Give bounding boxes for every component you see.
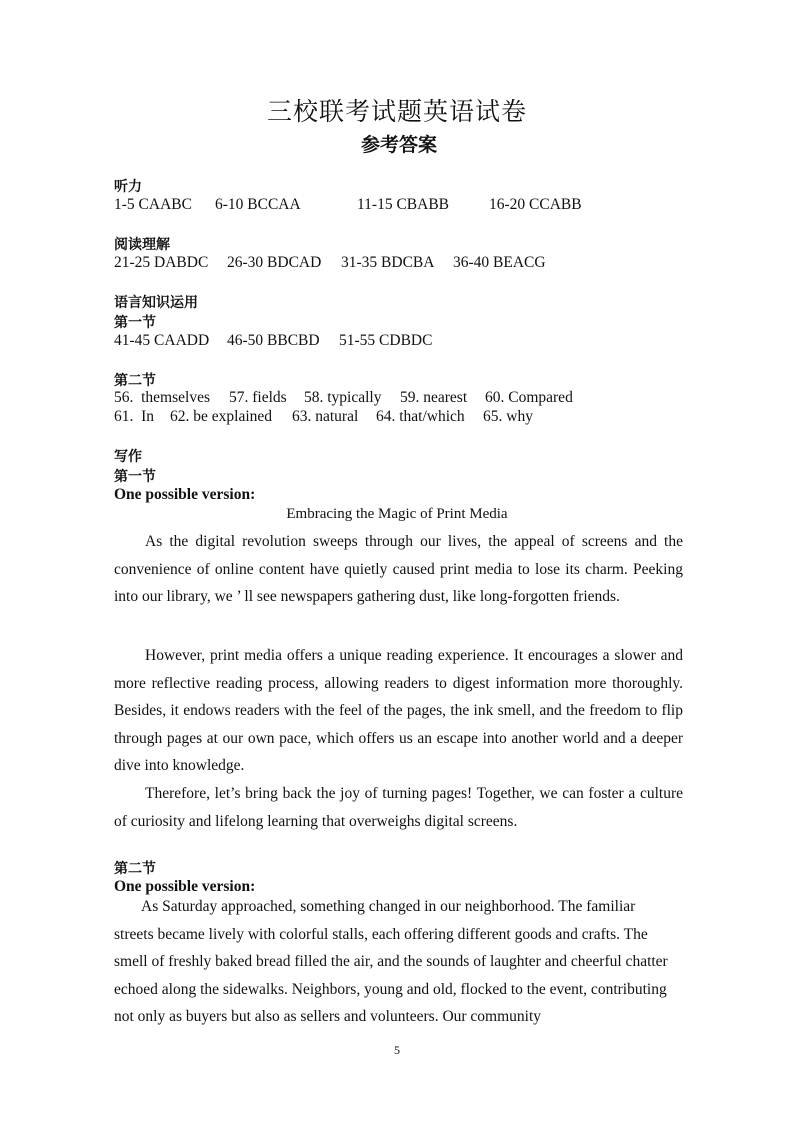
answer-group: 11-15 CBABB <box>357 196 450 213</box>
answer-item: 65. why <box>483 408 533 425</box>
answer-item: 57. fields <box>229 389 287 406</box>
answer-group: 1-5 CAABC <box>114 196 192 213</box>
writing-section2-heading: 第二节 <box>114 861 156 877</box>
writing-section1-heading: 第一节 <box>114 469 156 485</box>
page-subtitle <box>0 130 794 157</box>
answer-item: 62. be explained <box>170 408 273 425</box>
answer-item: 56. themselves <box>114 389 210 406</box>
essay-paragraph: As the digital revolution sweeps through our lives, the appeal of screens and the convenience of online content have quietly caused print media to lose its charm. Peeking into our library, we ’ ll see newspapers gathering dust, like long-forgotten friends. <box>114 533 683 606</box>
answer-item: 64. that/which <box>376 408 465 425</box>
answer-group: 51-55 CDBDC <box>339 332 433 349</box>
essay-title: Embracing the Magic of Print Media <box>286 506 508 522</box>
answer-item: 59. nearest <box>400 389 468 406</box>
essay-paragraph: Therefore, let’s bring back the joy of turning pages! Together, we can foster a culture of curiosity and lifelong learning that overweighs digital screens. <box>114 785 683 830</box>
answer-group: 36-40 BEACG <box>453 254 546 271</box>
answer-group: 16-20 CCABB <box>489 196 582 213</box>
language-section2-heading: 第二节 <box>114 373 156 389</box>
answer-item: 61. In <box>114 408 155 425</box>
continuation-paragraph: As Saturday approached, something changed in our neighborhood. The familiar streets became lively with colorful stalls, each offering different goods and crafts. The smell of freshly baked bread filled the air, and the sounds of laughter and cheerful chatter echoed along the sidewalks. Neighbors, young and old, flocked to the event, contributing not only as buyers but also as sellers and volunteers. Our community <box>114 898 668 1025</box>
language-heading: 语言知识运用 <box>114 295 198 311</box>
version-label: One possible version: <box>114 878 256 895</box>
answer-group: 41-45 CAADD <box>114 332 210 349</box>
answer-item: 60. Compared <box>485 389 573 406</box>
answer-group: 31-35 BDCBA <box>341 254 435 271</box>
essay-paragraph: However, print media offers a unique reading experience. It encourages a slower and more reflective reading process, allowing readers to digest information more thoroughly. Besides, it endows readers with the feel of the pages, the ink smell, and the freedom to flip through pages at our own pace, which offers us an escape into another world and a deeper dive into knowledge. <box>114 647 683 775</box>
listening-heading: 听力 <box>114 179 142 195</box>
page-title: 三校联考试题英语试卷 <box>266 97 527 126</box>
page-number: 5 <box>394 1043 400 1057</box>
writing-heading: 写作 <box>114 449 142 465</box>
version-label: One possible version: <box>114 486 256 503</box>
subtitle-text: 参考答案 <box>360 134 437 156</box>
answer-group: 21-25 DABDC <box>114 254 209 271</box>
reading-heading: 阅读理解 <box>114 237 170 253</box>
answer-group: 26-30 BDCAD <box>227 254 322 271</box>
language-section1-heading: 第一节 <box>114 315 156 331</box>
answer-group: 6-10 BCCAA <box>215 196 301 213</box>
answer-group: 46-50 BBCBD <box>227 332 320 349</box>
answer-item: 58. typically <box>304 389 382 406</box>
answer-item: 63. natural <box>292 408 359 425</box>
